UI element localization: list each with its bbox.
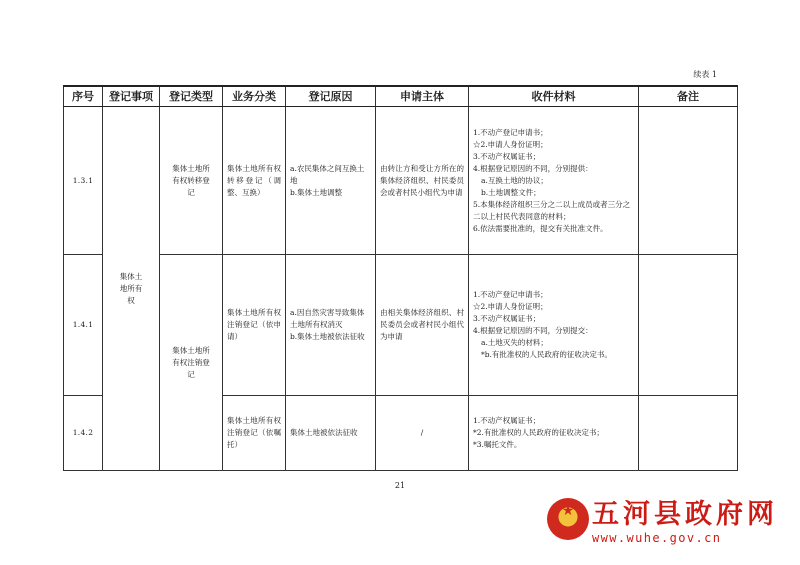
row-reason: a.农民集体之间互换土地 b.集体土地调整 [286, 107, 376, 255]
row-type: 集体土地所有权转移登记 [160, 107, 223, 255]
row-type: 集体土地所有权注销登记 [160, 255, 223, 471]
header-materials: 收件材料 [469, 86, 639, 107]
site-url: www.wuhe.gov.cn [592, 531, 722, 545]
continued-table-label: 续表 1 [693, 70, 717, 79]
header-reason: 登记原因 [286, 86, 376, 107]
row-seq: 1.3.1 [64, 107, 103, 255]
row-seq: 1.4.2 [64, 396, 103, 471]
row-category: 集体土地所有权转移登记（调整、互换） [223, 107, 286, 255]
row-category: 集体土地所有权注销登记（依申请） [223, 255, 286, 396]
table-row [64, 255, 738, 396]
table-header-row [64, 86, 738, 107]
emblem-logo-icon [547, 498, 589, 540]
row-matter: 集体土地所有权 [103, 107, 160, 471]
row-materials: 1.不动产登记申请书； ☆2.申请人身份证明； 3.不动产权属证书； 4.根据登记原因的不同，分别提供： a.互换土地的协议； b.土地调整文件； 5.本集体经济组织三分之二以上成员或者三分之二以上村民代表同意的材料； 6.依法需要批准的，提交有关批准文件。 [469, 107, 639, 255]
row-materials: 1.不动产权属证书； *2.有批准权的人民政府的征收决定书； *3.嘱托文件。 [469, 396, 639, 471]
row-remarks [639, 107, 738, 255]
row-remarks [639, 396, 738, 471]
site-name: 五河县政府网 [592, 499, 778, 530]
header-seq: 序号 [64, 86, 103, 107]
table-row [64, 107, 738, 255]
row-materials: 1.不动产登记申请书； ☆2.申请人身份证明； 3.不动产权属证书； 4.根据登记原因的不同，分别提交： a.土地灭失的材料； *b.有批准权的人民政府的征收决定书。 [469, 255, 639, 396]
header-applicant: 申请主体 [376, 86, 469, 107]
header-remarks: 备注 [639, 86, 738, 107]
row-reason: 集体土地被依法征收 [286, 396, 376, 471]
header-matter: 登记事项 [103, 86, 160, 107]
row-seq: 1.4.1 [64, 255, 103, 396]
registration-table [63, 85, 738, 471]
row-applicant: 由相关集体经济组织、村民委员会或者村民小组代为申请 [376, 255, 469, 396]
row-applicant: / [376, 396, 469, 471]
page-number: 21 [394, 481, 406, 490]
row-applicant: 由转让方和受让方所在的集体经济组织、村民委员会或者村民小组代为申请 [376, 107, 469, 255]
row-remarks [639, 255, 738, 396]
header-type: 登记类型 [160, 86, 223, 107]
row-category: 集体土地所有权注销登记（依嘱托） [223, 396, 286, 471]
header-category: 业务分类 [223, 86, 286, 107]
row-reason: a.因自然灾害导致集体土地所有权消灭 b.集体土地被依法征收 [286, 255, 376, 396]
